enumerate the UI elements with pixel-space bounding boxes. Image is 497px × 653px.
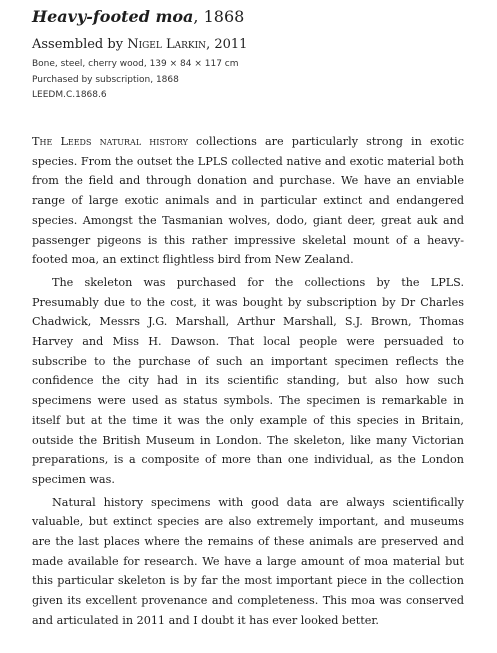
acquisition-note: Purchased by subscription, 1868 <box>32 74 179 85</box>
assembled-line <box>32 36 472 54</box>
accession-number: LEEDM.C.1868.6 <box>32 90 107 100</box>
paragraph-1 <box>32 132 464 270</box>
paragraph-1-text: collections are particularly strong in exotic species. From the outset the LPLS collected native and exotic material both from the field and through donation and purchase. We have an enviable range of large exotic animals and in particular extinct and endangered species. Amongst the Tasmanian wolves, dodo, giant deer, great auk and passenger pigeons is this rather impressive skeletal mount of a heavy-footed moa, an extinct flightless bird from New Zealand. <box>32 135 464 267</box>
essay-body <box>32 132 464 631</box>
object-metadata <box>32 57 472 104</box>
assembled-year: , 2011 <box>206 37 248 52</box>
title-line <box>32 6 472 27</box>
materials-dimensions: Bone, steel, cherry wood, 139 × 84 × 117 cm <box>32 59 239 69</box>
object-header <box>32 6 472 104</box>
paragraph-2: The skeleton was purchased for the collections by the LPLS. Presumably due to the cost, it was bought by subscription by Dr Charles Chadwick, Messrs J.G. Marshall, Arthur Marshall, S.J. Brown, Thomas Harvey and Miss H. Dawson. That local people were persuaded to subscribe to the purchase of such an important specimen reflects the confidence the city had in its scientific standing, but also how such specimens were used as status symbols. The specimen is remarkable in itself but at the time it was the only example of this species in Britain, outside the British Museum in London. The skeleton, like many Victorian preparations, is a composite of more than one individual, as the London specimen was. <box>32 275 464 486</box>
assembler-name: Nigel Larkin <box>127 37 207 52</box>
object-year: , 1868 <box>193 7 245 26</box>
assembled-prefix: Assembled by <box>32 37 128 52</box>
object-title: Heavy-footed moa <box>32 7 194 26</box>
paragraph-1-lead: The Leeds natural history <box>32 135 188 148</box>
paragraph-3: Natural history specimens with good data are always scientifically valuable, but extinct species are also extremely important, and museums are the last places where the remains of these animals are preserved and made available for research. We have a large amount of moa material but this particular skeleton is by far the most important piece in the collection given its excellent provenance and completeness. This moa was conserved and articulated in 2011 and I doubt it has ever looked better. <box>32 495 464 627</box>
